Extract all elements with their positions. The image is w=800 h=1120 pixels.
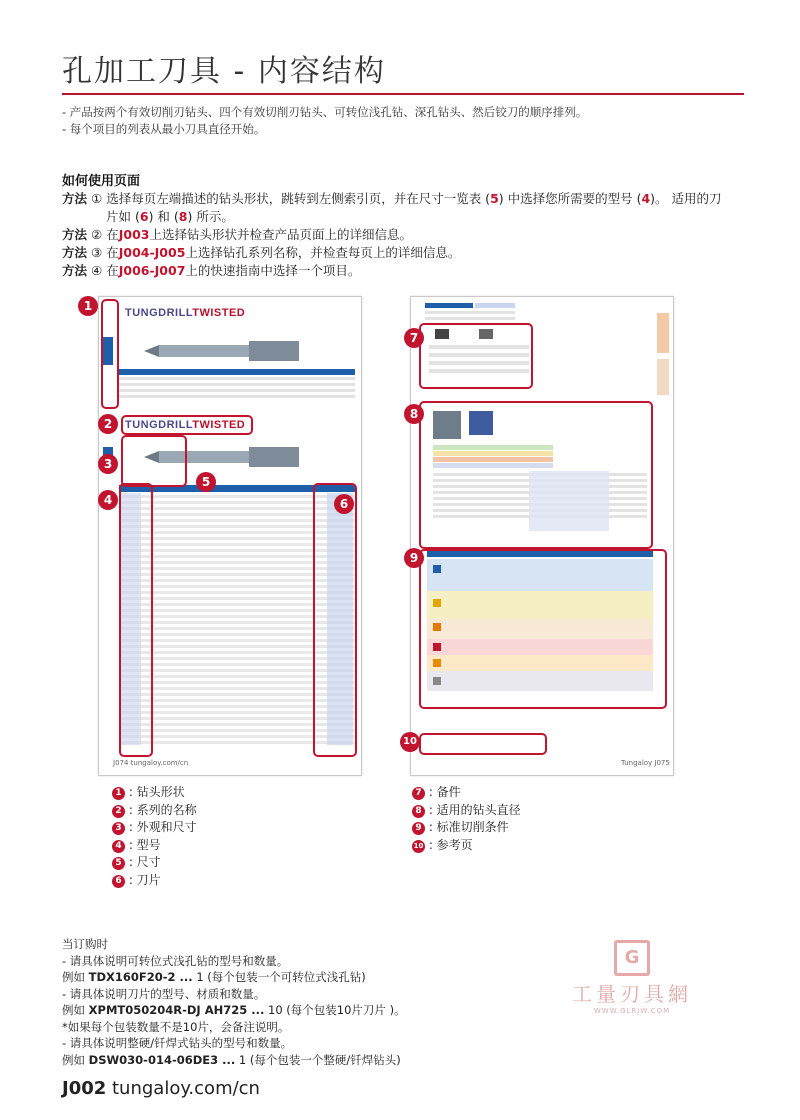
ref-badge: 6 xyxy=(139,209,149,224)
method-4: 方法 ④ 在J006-J007上的快速指南中选择一个项目。 xyxy=(62,263,361,278)
intro-line: - 每个项目的列表从最小刀具直径开始。 xyxy=(62,122,266,136)
highlight-spare-parts xyxy=(419,323,533,389)
ordering-info: 当订购时 - 请具体说明可转位式浅孔钻的型号和数量。 例如 TDX160F20-2 ... 1 (每个包装一个可转位式浅孔钻) - 请具体说明刀片的型号、材质和数量。 例如 XPMT050204R-DJ AH725 ... 10 (每个包装10片刀片 )。 *如果每个包装数量不是10片，会备注说明。 - 请具体说明整硬/钎焊式钻头的型号和数量。 例如 DSW030-014-06DE3 ... 1 (每个包装一个整硬/钎焊钻头) xyxy=(62,937,406,1067)
howto-heading: 如何使用页面 xyxy=(62,174,141,189)
legend-item: 8 : 适用的钻头直径 xyxy=(412,802,521,820)
method-number: ① xyxy=(91,191,103,206)
page-link[interactable]: J003 xyxy=(118,227,150,242)
legend-item: 9 : 标准切削条件 xyxy=(412,819,521,837)
callout-6: 6 xyxy=(334,494,354,514)
footer-url[interactable]: tungaloy.com/cn xyxy=(106,1078,260,1099)
legend-item: 10 : 参考页 xyxy=(413,837,473,852)
order-code: TDX160F20-2 ... xyxy=(88,970,193,984)
page-footer: Tungaloy J075 xyxy=(621,759,670,767)
brand-logo: TUNGDRILLTWISTED xyxy=(125,307,246,319)
callout-5: 5 xyxy=(196,472,216,492)
catalog-page-left-illustration xyxy=(98,296,362,776)
page-link[interactable]: J004-J005 xyxy=(118,245,186,260)
method-1-cont: 片如 (6) 和 (8) 所示。 xyxy=(106,209,234,224)
ref-badge: 8 xyxy=(178,209,188,224)
highlight-reference-page xyxy=(419,733,547,755)
method-2: 方法 ② 在J003上选择钻头形状并检查产品页面上的详细信息。 xyxy=(62,227,412,242)
callout-8: 8 xyxy=(404,404,424,424)
title-rule xyxy=(62,93,744,95)
intro-line: - 产品按两个有效切削刃钻头、四个有效切削刃钻头、可转位浅孔钻、深孔钻头、然后铰刀的顺序排列。 xyxy=(62,105,588,119)
callout-4: 4 xyxy=(98,490,118,510)
method-3: 方法 ③ 在J004-J005上选择钻孔系列名称，并检查每页上的详细信息。 xyxy=(62,245,461,260)
ordering-title: 当订购时 xyxy=(62,937,108,951)
highlight-appearance xyxy=(121,435,187,487)
highlight-insert xyxy=(313,483,357,757)
callout-1: 1 xyxy=(78,296,98,316)
methods-list xyxy=(62,190,722,280)
index-tab xyxy=(657,359,669,395)
legend-left xyxy=(112,784,197,889)
ref-badge: 5 xyxy=(490,191,499,206)
method-1: 方法 ① 选择每页左端描述的钻头形状，跳转到左侧索引页，并在尺寸一览表 (5) 中选择您所需要的型号 (4)。 适用的刀 xyxy=(62,191,722,206)
callout-10: 10 xyxy=(400,732,420,752)
callout-3: 3 xyxy=(98,454,118,474)
legend-item: 2 : 系列的名称 xyxy=(112,802,197,820)
order-code: DSW030-014-06DE3 ... xyxy=(88,1052,236,1067)
highlight-drill-diameter xyxy=(419,401,653,549)
legend-item: 1 : 钻头形状 xyxy=(112,784,197,802)
highlight-model xyxy=(119,483,153,757)
legend-item: 3 : 外观和尺寸 xyxy=(112,819,197,837)
order-code: XPMT050204R-DJ AH725 ... xyxy=(88,1003,265,1017)
callout-7: 7 xyxy=(404,328,424,348)
legend-item: 7 : 备件 xyxy=(412,784,521,802)
highlight-cutting-conditions xyxy=(419,549,667,709)
watermark-logo: G 工量刃具網 WWW.GLRJW.COM xyxy=(552,940,712,1015)
page-footer xyxy=(62,1078,260,1099)
highlight-series-name xyxy=(121,415,253,435)
catalog-page-right-illustration xyxy=(410,296,674,776)
intro-text xyxy=(62,104,587,138)
callout-2: 2 xyxy=(98,414,118,434)
page-number: J002 xyxy=(62,1078,107,1099)
page-title: 孔加工刀具 - 内容结构 xyxy=(62,54,386,89)
legend-item: 5 : 尺寸 xyxy=(112,854,197,872)
legend-item: 4 : 型号 xyxy=(112,837,197,855)
index-tab xyxy=(657,313,669,353)
brand-logo: TUNGDRILLTWISTED xyxy=(125,419,246,431)
highlight-drill-shape xyxy=(101,299,119,409)
ref-badge: 4 xyxy=(641,191,651,206)
drill-illustration xyxy=(119,325,355,403)
legend-right xyxy=(412,784,521,854)
page-footer: J074 tungaloy.com/cn xyxy=(113,759,189,767)
callout-9: 9 xyxy=(404,548,424,568)
page-link[interactable]: J006-J007 xyxy=(118,263,186,278)
legend-item: 6 : 刀片 xyxy=(112,872,197,890)
